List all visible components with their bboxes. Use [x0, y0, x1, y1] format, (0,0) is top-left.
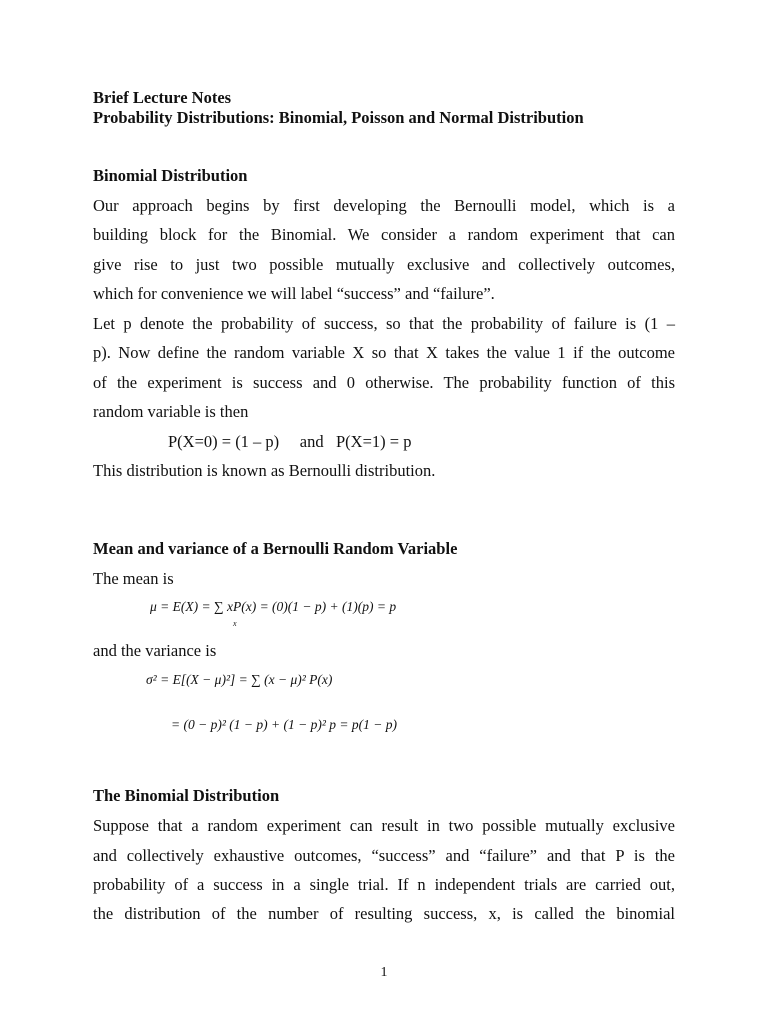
- section-heading-mean-variance: Mean and variance of a Bernoulli Random Variable: [93, 539, 458, 558]
- mean-formula: μ = E(X) = ∑ xP(x) = (0)(1 − p) + (1)(p) = p: [150, 599, 397, 614]
- variance-intro: and the variance is: [93, 641, 217, 660]
- paragraph-line: which for convenience we will label “success” and “failure”.: [93, 284, 495, 303]
- paragraph-line: of the experiment is success and 0 otherwise. The probability function of this: [93, 373, 675, 392]
- variance-formula-line-2: = (0 − p)² (1 − p) + (1 − p)² p = p(1 − p): [171, 717, 397, 732]
- document-subtitle: Probability Distributions: Binomial, Poisson and Normal Distribution: [93, 108, 584, 127]
- probability-function: P(X=0) = (1 – p) and P(X=1) = p: [168, 432, 412, 451]
- sum-index: x: [233, 619, 237, 628]
- paragraph-line: probability of a success in a single trial. If n independent trials are carried out,: [93, 875, 675, 894]
- paragraph-line: p). Now define the random variable X so that X takes the value 1 if the outcome: [93, 343, 675, 362]
- section-heading-binomial-distribution: The Binomial Distribution: [93, 786, 280, 805]
- document-title: Brief Lecture Notes: [93, 88, 232, 107]
- paragraph-line: Our approach begins by first developing the Bernoulli model, which is a: [93, 196, 675, 215]
- paragraph-line: Let p denote the probability of success, so that the probability of failure is (1 –: [93, 314, 675, 333]
- page-number: 1: [380, 965, 388, 980]
- bernoulli-note: This distribution is known as Bernoulli distribution.: [93, 461, 436, 480]
- paragraph-line: and collectively exhaustive outcomes, “success” and “failure” and that P is the: [93, 846, 675, 865]
- paragraph-line: give rise to just two possible mutually exclusive and collectively outcomes,: [93, 255, 675, 274]
- paragraph-line: random variable is then: [93, 402, 249, 421]
- section-heading-binomial: Binomial Distribution: [93, 166, 248, 185]
- mean-intro: The mean is: [93, 569, 174, 588]
- variance-formula-line-1: σ² = E[(X − μ)²] = ∑ (x − μ)² P(x): [146, 672, 333, 687]
- paragraph-line: the distribution of the number of resulting success, x, is called the binomial: [93, 904, 675, 923]
- paragraph-line: building block for the Binomial. We consider a random experiment that can: [93, 225, 675, 244]
- paragraph-line: Suppose that a random experiment can result in two possible mutually exclusive: [93, 816, 675, 835]
